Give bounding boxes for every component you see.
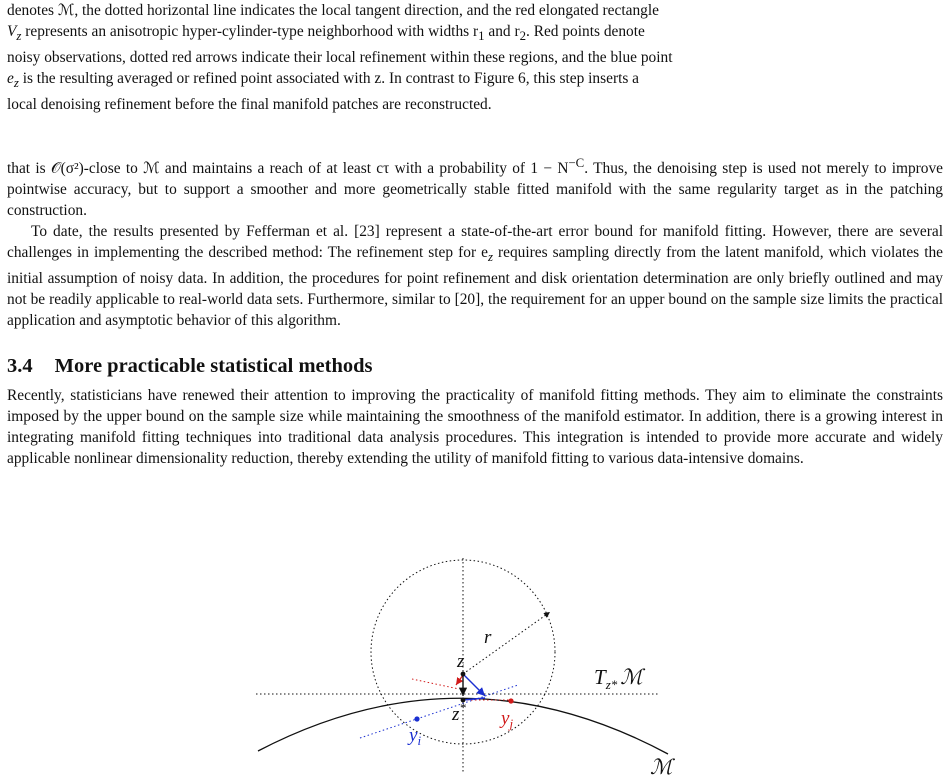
point-yi [414,716,419,721]
point-z [461,672,466,677]
section-number: 3.4 [7,355,33,378]
blue-arrow [463,674,485,696]
caption-line-2: $V_z$ represents an anisotropic hyper-cylinder-type neighborhood with widths $r_1$ and $r_2$. Red points denote [7,23,645,44]
caption-line-5: local denoising refinement before the final manifold patches are reconstructed. [7,96,492,114]
paragraph-denoising: that is 𝒪(σ²)-close to ℳ and maintains a reach of at least cτ with a probability of $1 - N^{-C}$. Thus, the denoising step is used not merely to improve pointwise accuracy, but to support a smoother and more geometrically stable fitted manifold with the same regularity target as in the patching construction. [7,156,943,220]
blue-secant-line [360,685,518,738]
caption-line-4: $e_z$ is the resulting averaged or refined point associated with z. In contrast to Figure 6, this step inserts a [7,70,640,91]
point-yj [508,698,513,703]
figure-caption-continuation [7,0,943,115]
label-z: z [457,651,465,672]
label-r: r [484,627,492,648]
label-zstar: z* [452,700,466,725]
manifold-figure [0,548,950,782]
paragraph-statistical-methods: Recently, statisticians have renewed their attention to improving the practicality of manifold fitting methods. They aim to eliminate the constraints imposed by the upper bound on the sample size while maintaining the smoothness of the manifold estimator. In addition, there is a growing interest in integrating manifold fitting techniques into traditional data analysis procedures. This integration is intended to provide more accurate and widely applicable nonlinear dimensionality reduction, thereby extending the utility of manifold fitting to various data-intensive domains. [7,387,943,468]
caption-line-3: noisy observations, dotted red arrows indicate their local refinement within these regions, and the blue point [7,49,673,67]
section-heading [7,353,943,379]
caption-line-1: denotes ℳ, the dotted horizontal line indicates the local tangent direction, and the red elongated rectangle [7,2,659,19]
label-yi: $y_i$ [409,725,422,748]
red-refinement-arrow [412,679,459,689]
paper-page [7,0,943,469]
radius-arrow [463,612,550,674]
label-tangent-space: $T_{z*}$ ℳ [594,665,643,692]
paragraph-fefferman: To date, the results presented by Fefferman et al. [23] represent a state-of-the-art error bound for manifold fitting. However, there are several challenges in implementing the described method: The refinement step for $e_z$ requires sampling directly from the latent manifold, which violates the initial assumption of noisy data. In addition, the procedures for point refinement and disk orientation determination are only briefly outlined and may not be readily applicable to real-world data sets. Furthermore, similar to [20], the requirement for an upper bound on the sample size limits the practical application and asymptotic behavior of this algorithm. [7,223,943,330]
red-refinement-arrow-2 [456,675,463,685]
label-manifold: ℳ [650,755,673,779]
manifold-diagram [0,548,950,782]
label-yj: $y_j$ [501,708,514,731]
section-title: More practicable statistical methods [54,355,373,378]
